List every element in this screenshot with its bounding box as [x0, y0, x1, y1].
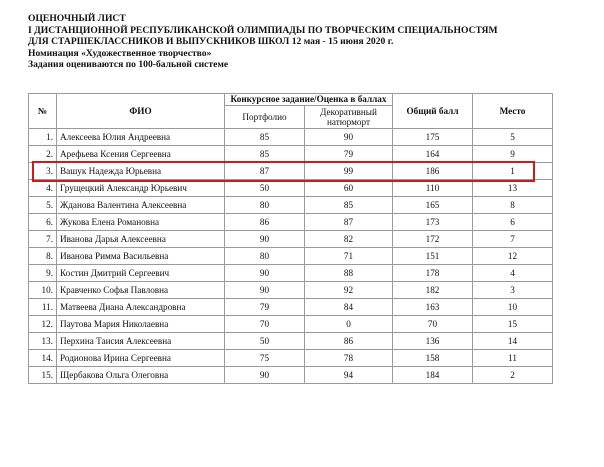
still-life-score: 99	[305, 163, 393, 180]
portfolio-score: 50	[225, 333, 305, 350]
place: 13	[473, 180, 553, 197]
still-life-score: 87	[305, 214, 393, 231]
table-row	[29, 197, 553, 214]
participant-name: Иванова Дарья Алексеевна	[57, 231, 225, 248]
still-life-score: 90	[305, 129, 393, 146]
place: 11	[473, 350, 553, 367]
place: 10	[473, 299, 553, 316]
table-row	[29, 299, 553, 316]
still-life-score: 79	[305, 146, 393, 163]
participant-name: Кравченко Софья Павловна	[57, 282, 225, 299]
participant-name: Щербакова Ольга Олеговна	[57, 367, 225, 384]
total-score: 172	[393, 231, 473, 248]
nomination: Номинация «Художественное творчество»	[28, 47, 212, 59]
portfolio-score: 50	[225, 180, 305, 197]
place: 15	[473, 316, 553, 333]
total-score: 165	[393, 197, 473, 214]
still-life-score: 94	[305, 367, 393, 384]
participant-name: Иванова Римма Васильевна	[57, 248, 225, 265]
document-header	[28, 13, 588, 71]
participant-name: Родионова Ирина Сергеевна	[57, 350, 225, 367]
participant-name: Грущецкий Александр Юрьевич	[57, 180, 225, 197]
row-number: 9.	[29, 265, 57, 282]
place: 9	[473, 146, 553, 163]
column-header-place: Место	[473, 94, 553, 129]
place: 7	[473, 231, 553, 248]
table-row	[29, 180, 553, 197]
total-score: 151	[393, 248, 473, 265]
participant-name: Перхина Таисия Алексеевна	[57, 333, 225, 350]
still-life-score: 60	[305, 180, 393, 197]
still-life-score: 0	[305, 316, 393, 333]
total-score: 178	[393, 265, 473, 282]
row-number: 12.	[29, 316, 57, 333]
participant-name: Костин Дмитрий Сергеевич	[57, 265, 225, 282]
table-body	[29, 129, 553, 384]
column-header-task: Конкурсное задание/Оценка в баллах	[225, 94, 393, 106]
row-number: 1.	[29, 129, 57, 146]
scoring-note: Задания оцениваются по 100-бальной системе	[28, 59, 229, 71]
participant-name: Арефьева Ксения Сергеевна	[57, 146, 225, 163]
place: 2	[473, 367, 553, 384]
total-score: 164	[393, 146, 473, 163]
participant-name: Жданова Валентина Алексеевна	[57, 197, 225, 214]
participant-name: Алексеева Юлия Андреевна	[57, 129, 225, 146]
total-score: 175	[393, 129, 473, 146]
portfolio-score: 79	[225, 299, 305, 316]
portfolio-score: 80	[225, 248, 305, 265]
total-score: 186	[393, 163, 473, 180]
row-number: 4.	[29, 180, 57, 197]
portfolio-score: 85	[225, 129, 305, 146]
place: 5	[473, 129, 553, 146]
participant-name: Паутова Мария Николаевна	[57, 316, 225, 333]
row-number: 14.	[29, 350, 57, 367]
place: 4	[473, 265, 553, 282]
column-header-portfolio: Портфолио	[225, 106, 305, 129]
table-row	[29, 214, 553, 231]
participant-name: Вашук Надежда Юрьевна	[57, 163, 225, 180]
place: 6	[473, 214, 553, 231]
portfolio-score: 70	[225, 316, 305, 333]
still-life-score: 88	[305, 265, 393, 282]
total-score: 173	[393, 214, 473, 231]
table-row	[29, 163, 553, 180]
place: 3	[473, 282, 553, 299]
still-life-score: 85	[305, 197, 393, 214]
table-row	[29, 146, 553, 163]
table-row	[29, 350, 553, 367]
row-number: 15.	[29, 367, 57, 384]
olympiad-title: I ДИСТАНЦИОННОЙ РЕСПУБЛИКАНСКОЙ ОЛИМПИАДЫ ПО ТВОРЧЕСКИМ СПЕЦИАЛЬНОСТЯМ	[28, 24, 498, 36]
row-number: 8.	[29, 248, 57, 265]
results-table	[28, 93, 553, 384]
table-row	[29, 367, 553, 384]
portfolio-score: 85	[225, 146, 305, 163]
row-number: 2.	[29, 146, 57, 163]
total-score: 184	[393, 367, 473, 384]
total-score: 158	[393, 350, 473, 367]
row-number: 13.	[29, 333, 57, 350]
row-number: 6.	[29, 214, 57, 231]
row-number: 11.	[29, 299, 57, 316]
table-row	[29, 265, 553, 282]
table-row	[29, 282, 553, 299]
portfolio-score: 90	[225, 231, 305, 248]
still-life-score: 78	[305, 350, 393, 367]
row-number: 10.	[29, 282, 57, 299]
table-row	[29, 231, 553, 248]
column-header-still-life: Декоративный натюрморт	[305, 106, 393, 129]
still-life-score: 86	[305, 333, 393, 350]
portfolio-score: 90	[225, 282, 305, 299]
still-life-score: 92	[305, 282, 393, 299]
portfolio-score: 90	[225, 265, 305, 282]
row-number: 5.	[29, 197, 57, 214]
portfolio-score: 87	[225, 163, 305, 180]
total-score: 163	[393, 299, 473, 316]
row-number: 7.	[29, 231, 57, 248]
total-score: 182	[393, 282, 473, 299]
table-header-row	[29, 94, 553, 106]
still-life-score: 82	[305, 231, 393, 248]
place: 8	[473, 197, 553, 214]
sheet-title: ОЦЕНОЧНЫЙ ЛИСТ	[28, 13, 126, 24]
portfolio-score: 75	[225, 350, 305, 367]
place: 1	[473, 163, 553, 180]
portfolio-score: 90	[225, 367, 305, 384]
participant-name: Жукова Елена Романовна	[57, 214, 225, 231]
column-header-total: Общий балл	[393, 94, 473, 129]
table-row	[29, 316, 553, 333]
participants-dates: ДЛЯ СТАРШЕКЛАССНИКОВ И ВЫПУСКНИКОВ ШКОЛ 12 мая - 15 июня 2020 г.	[28, 36, 394, 48]
total-score: 110	[393, 180, 473, 197]
still-life-score: 84	[305, 299, 393, 316]
column-header-name: ФИО	[57, 94, 225, 129]
still-life-score: 71	[305, 248, 393, 265]
place: 14	[473, 333, 553, 350]
table-row	[29, 333, 553, 350]
row-number: 3.	[29, 163, 57, 180]
total-score: 136	[393, 333, 473, 350]
portfolio-score: 80	[225, 197, 305, 214]
table-row	[29, 129, 553, 146]
portfolio-score: 86	[225, 214, 305, 231]
table-row	[29, 248, 553, 265]
total-score: 70	[393, 316, 473, 333]
participant-name: Матвеева Диана Александровна	[57, 299, 225, 316]
column-header-number: №	[29, 94, 57, 129]
place: 12	[473, 248, 553, 265]
